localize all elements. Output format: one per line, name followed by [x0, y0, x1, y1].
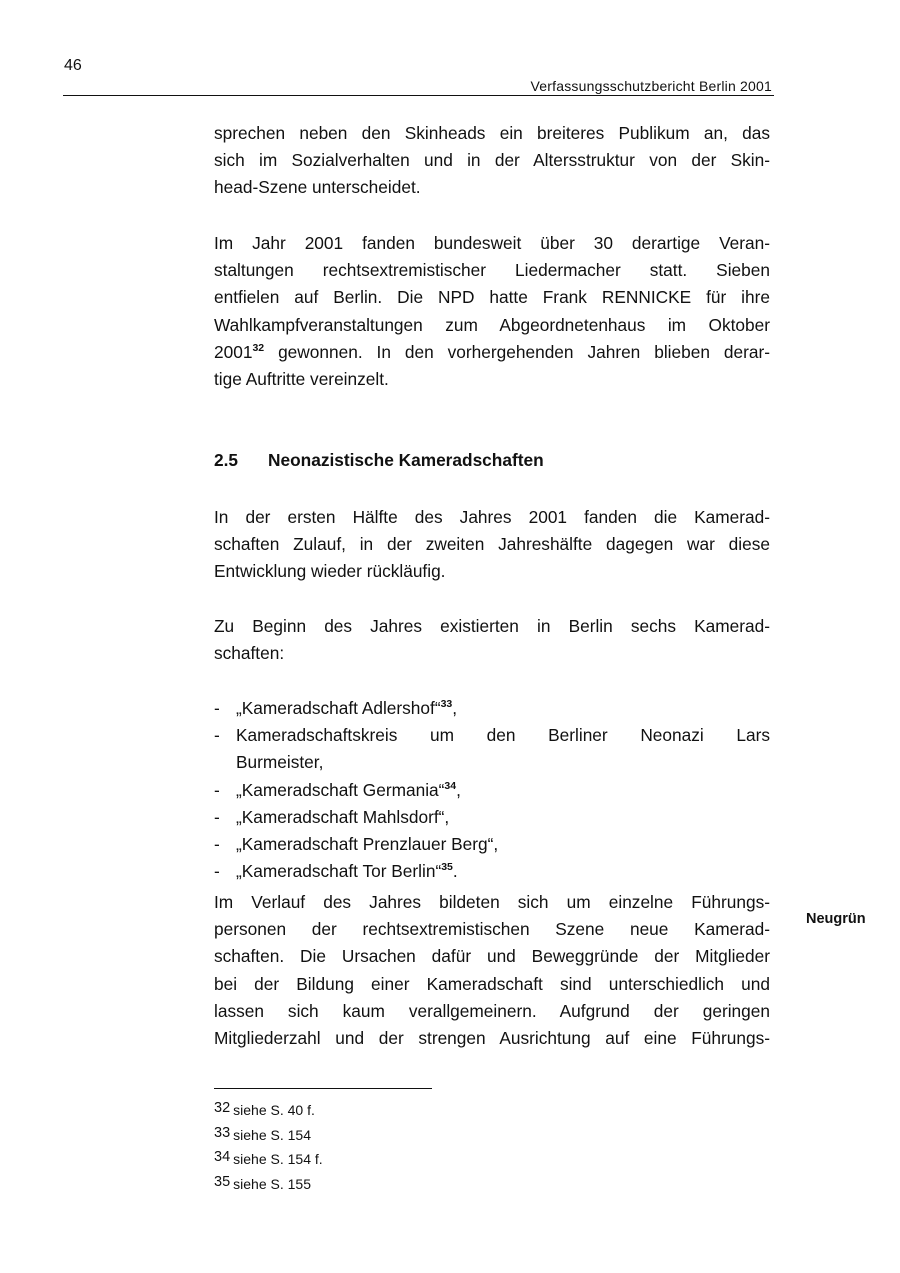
text-line: sprechen neben den Skinheads ein breiteres Publikum an, das [214, 123, 770, 143]
list-item-text: „Kameradschaft Mahlsdorf“, [236, 806, 450, 827]
list-item-text: „Kameradschaft Adlershof“ [236, 698, 441, 718]
text-line: In der ersten Hälfte des Jahres 2001 fanden die Kamerad- [214, 507, 770, 527]
list-item-text: Kameradschaftskreis um den Berliner Neonazi Lars [236, 725, 770, 746]
section-title: Neonazistische Kameradschaften [268, 450, 544, 470]
text-line: tige Auftritte vereinzelt. [214, 369, 389, 390]
paragraph-verlauf [214, 889, 770, 1052]
running-header-title: Verfassungsschutzbericht Berlin 2001 [530, 78, 772, 94]
list-dash: - [214, 861, 220, 882]
footnote-number: 32 [214, 1100, 231, 1116]
footnote [214, 1122, 323, 1147]
list-item [214, 722, 770, 776]
list-item-text: „Kameradschaft Germania“ [236, 779, 445, 800]
text-line: staltungen rechtsextremistischer Liedermacher statt. Sieben [214, 260, 770, 281]
text-line: Im Jahr 2001 fanden bundesweit über 30 derartige Veran- [214, 233, 770, 253]
margin-note: Neugrün [806, 911, 866, 927]
text-fragment: 2001 [214, 341, 253, 362]
text-line: schaften. Die Ursachen dafür und Beweggründe der Mitglieder [214, 946, 770, 967]
text-line: bei der Bildung einer Kameradschaft sind unterschiedlich und [214, 973, 770, 994]
punctuation: . [452, 861, 458, 882]
paragraph-beginn [214, 613, 770, 667]
paragraph-liedermacher [214, 230, 770, 393]
punctuation: , [456, 779, 461, 800]
footnote-text: siehe S. 40 f. [233, 1102, 315, 1118]
list-item-text: „Kameradschaft Prenzlauer Berg“, [236, 834, 499, 855]
paragraph-continuation [214, 120, 770, 202]
text-fragment: gewonnen. In den vorhergehenden Jahren blieben derar- [264, 341, 770, 362]
footnote [214, 1097, 323, 1122]
list-dash: - [214, 806, 220, 827]
section-number: 2.5 [214, 450, 239, 470]
text-line: Wahlkampfveranstaltungen zum Abgeordnetenhaus im Oktober [214, 314, 770, 335]
footnotes [214, 1097, 323, 1195]
list-item [214, 777, 770, 804]
paragraph-zulauf [214, 504, 770, 586]
text-line: Mitgliederzahl und der strengen Ausrichtung auf eine Führungs- [214, 1028, 770, 1049]
header-rule [63, 95, 774, 96]
text-line: lassen sich kaum verallgemeinern. Aufgrund der geringen [214, 1000, 770, 1021]
list-dash: - [214, 698, 220, 718]
footnote-number: 33 [214, 1124, 231, 1141]
footnote-text: siehe S. 155 [233, 1175, 311, 1192]
text-line: Im Verlauf des Jahres bildeten sich um einzelne Führungs- [214, 892, 770, 912]
list-item [214, 695, 770, 722]
list-dash: - [214, 725, 220, 746]
text-line: sich im Sozialverhalten und in der Altersstruktur von der Skin- [214, 150, 770, 171]
page-number: 46 [64, 57, 82, 74]
list-item [214, 804, 770, 831]
footnote-text: siehe S. 154 f. [233, 1151, 323, 1167]
footnote-ref-33: 33 [440, 698, 453, 710]
section-heading [214, 450, 544, 471]
footnote-rule [214, 1088, 432, 1089]
list-dash: - [214, 834, 220, 855]
footnote-text: siehe S. 154 [233, 1126, 311, 1143]
list-dash: - [214, 779, 220, 800]
footnote-ref-34: 34 [444, 779, 457, 792]
text-line: personen der rechtsextremistischen Szene neue Kamerad- [214, 919, 770, 940]
footnote [214, 1146, 323, 1171]
list-item [214, 858, 770, 885]
text-line: Entwicklung wieder rückläufig. [214, 561, 446, 582]
footnote-ref-35: 35 [441, 861, 453, 874]
list-item [214, 831, 770, 858]
text-line: Zu Beginn des Jahres existierten in Berlin sechs Kamerad- [214, 616, 770, 636]
list-item-text: „Kameradschaft Tor Berlin“ [236, 861, 442, 882]
footnote [214, 1171, 323, 1196]
kameradschaften-list [214, 695, 770, 885]
text-line: schaften Zulauf, in der zweiten Jahreshälfte dagegen war diese [214, 534, 770, 555]
punctuation: , [452, 698, 458, 718]
text-line: schaften: [214, 643, 285, 664]
text-line: head-Szene unterscheidet. [214, 177, 421, 198]
text-line-with-footnote [214, 339, 770, 366]
footnote-number: 34 [214, 1149, 231, 1165]
footnote-ref-32: 32 [252, 341, 265, 354]
text-line: entfielen auf Berlin. Die NPD hatte Frank RENNICKE für ihre [214, 287, 770, 308]
footnote-number: 35 [214, 1173, 231, 1190]
list-item-text: Burmeister, [236, 752, 324, 773]
